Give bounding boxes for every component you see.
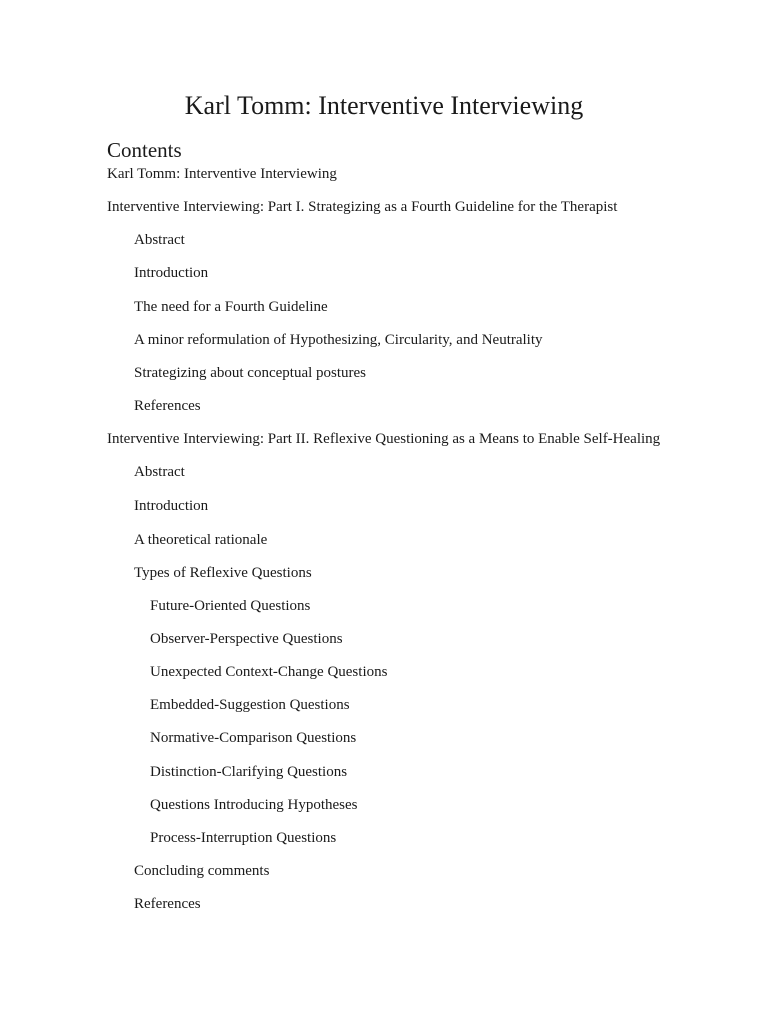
- toc-link-normative-comparison-questions[interactable]: Normative-Comparison Questions: [150, 730, 357, 746]
- toc-link-theoretical-rationale[interactable]: A theoretical rationale: [134, 532, 268, 548]
- toc-link-need-for-fourth-guideline[interactable]: The need for a Fourth Guideline: [134, 299, 328, 315]
- toc-link-types-of-reflexive-questions[interactable]: Types of Reflexive Questions: [134, 565, 312, 581]
- toc-link-process-interruption-questions[interactable]: Process-Interruption Questions: [150, 830, 337, 846]
- toc-link-embedded-suggestion-questions[interactable]: Embedded-Suggestion Questions: [150, 697, 350, 713]
- toc-link-future-oriented-questions[interactable]: Future-Oriented Questions: [150, 598, 311, 614]
- contents-heading: Contents: [107, 138, 182, 162]
- toc-link-observer-perspective-questions[interactable]: Observer-Perspective Questions: [150, 631, 343, 647]
- toc-link-minor-reformulation[interactable]: A minor reformulation of Hypothesizing, Circularity, and Neutrality: [134, 332, 543, 348]
- toc-link-part-2-references[interactable]: References: [134, 896, 201, 912]
- toc-link-part-2[interactable]: Interventive Interviewing: Part II. Reflexive Questioning as a Means to Enable Self-Healing: [107, 431, 661, 447]
- toc-link-strategizing-conceptual-postures[interactable]: Strategizing about conceptual postures: [134, 365, 367, 381]
- toc-link-questions-introducing-hypotheses[interactable]: Questions Introducing Hypotheses: [150, 797, 358, 813]
- toc-link-karl-tomm-interventive-interviewing[interactable]: Karl Tomm: Interventive Interviewing: [107, 166, 337, 182]
- toc-link-part-1-abstract[interactable]: Abstract: [134, 232, 185, 248]
- toc-link-distinction-clarifying-questions[interactable]: Distinction-Clarifying Questions: [150, 764, 348, 780]
- toc-link-concluding-comments[interactable]: Concluding comments: [134, 863, 270, 879]
- toc-link-part-1-introduction[interactable]: Introduction: [134, 265, 209, 281]
- toc-link-part-1[interactable]: Interventive Interviewing: Part I. Strategizing as a Fourth Guideline for the Therapist: [107, 199, 618, 215]
- toc-link-part-1-references[interactable]: References: [134, 398, 201, 414]
- toc-link-part-2-introduction[interactable]: Introduction: [134, 498, 209, 514]
- document-title: Karl Tomm: Interventive Interviewing: [184, 91, 584, 120]
- toc-link-part-2-abstract[interactable]: Abstract: [134, 464, 185, 480]
- toc-link-unexpected-context-change-questions[interactable]: Unexpected Context-Change Questions: [150, 664, 388, 680]
